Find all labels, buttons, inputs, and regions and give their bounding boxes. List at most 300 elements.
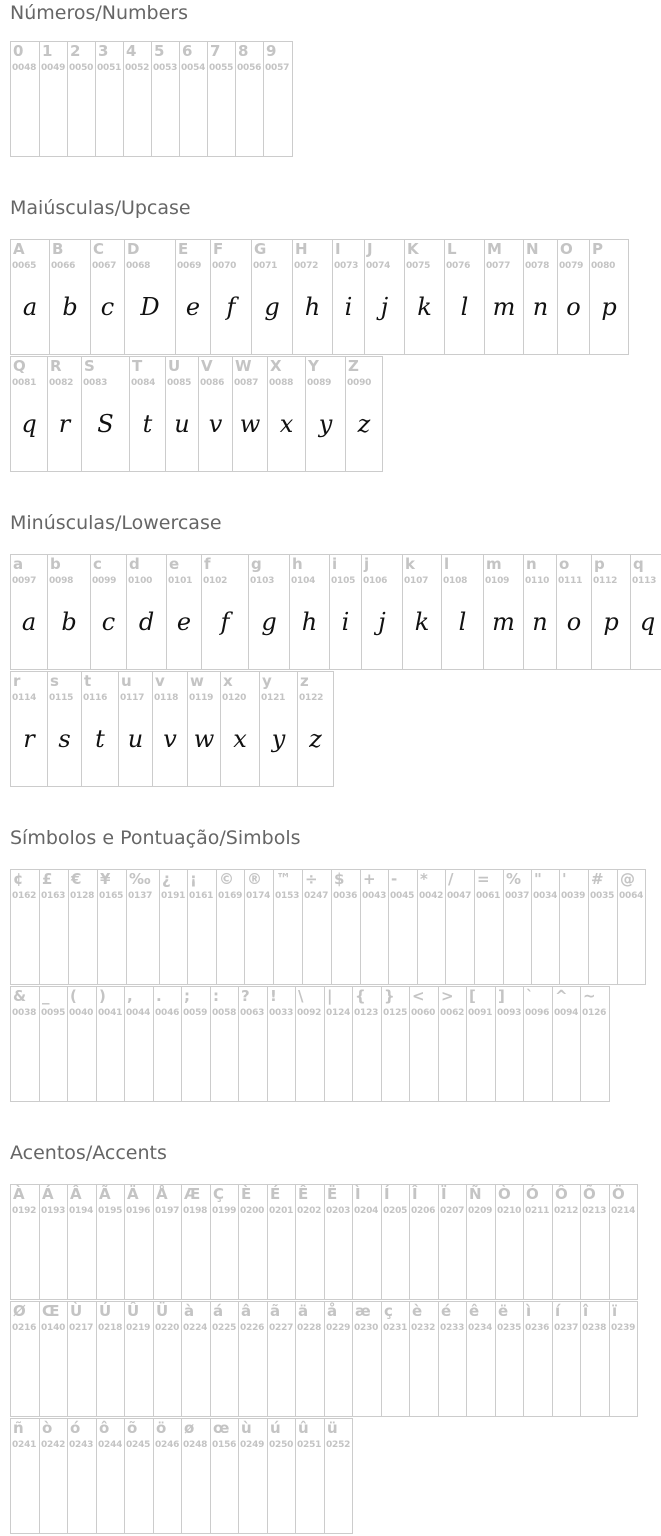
character-label: c [93,555,102,573]
glyph-cell [495,1184,524,1300]
glyph-cell [10,1184,40,1300]
glyph-cell [187,671,221,787]
glyph-cell [235,41,264,157]
glyph-cell [609,1301,638,1417]
character-label: ì [526,1302,532,1320]
glyph-cell [10,869,40,985]
font-glyph-sample: v [208,410,223,438]
glyph-cell [10,671,48,787]
character-code: 0036 [333,891,358,901]
character-label: = [477,870,490,888]
font-glyph-sample: o [566,608,582,636]
character-label: B [52,240,64,258]
font-glyph-sample: c [100,293,115,321]
glyph-cell [523,986,553,1102]
glyph-cell [552,986,581,1102]
character-label: ' [562,870,567,888]
glyph-cell [295,1184,325,1300]
character-code: 0097 [12,576,37,586]
character-label: ¥ [100,870,111,888]
character-code: 0090 [347,378,372,388]
character-label: £ [42,870,53,888]
glyph-cell [124,1184,154,1300]
glyph-row [10,986,645,1102]
character-code: 0247 [304,891,329,901]
character-label: Û [127,1302,140,1320]
font-glyph-sample: u [174,410,190,438]
glyph-cell [238,1184,268,1300]
font-glyph-sample: q [21,410,37,438]
glyph-cell [210,986,239,1102]
glyph-cell [210,1184,239,1300]
character-label: j [364,555,370,573]
glyph-cell [438,986,467,1102]
character-code: 0245 [126,1440,151,1450]
glyph-grid [10,869,645,1102]
character-code: 0122 [299,693,324,703]
character-label: + [363,870,376,888]
font-glyph-sample: w [239,410,261,438]
glyph-cell [559,869,589,985]
character-code: 0064 [619,891,644,901]
font-glyph-sample: b [61,608,77,636]
character-code: 0238 [582,1323,607,1333]
font-glyph-sample: l [458,608,467,636]
character-code: 0044 [126,1008,151,1018]
character-label: C [93,240,105,258]
glyph-cell [124,986,154,1102]
character-label: Ü [156,1302,169,1320]
character-label: Ù [70,1302,83,1320]
glyph-cell [580,986,610,1102]
character-label: H [295,240,308,258]
character-code: 0105 [331,576,356,586]
character-label: ] [498,987,505,1005]
glyph-cell [90,239,125,355]
glyph-cell [409,986,439,1102]
character-label: í [555,1302,561,1320]
glyph-cell [295,1418,325,1534]
glyph-cell [39,986,68,1102]
glyph-cell [445,869,475,985]
character-label: % [506,870,522,888]
glyph-cell [361,554,403,670]
font-glyph-sample: t [95,725,105,753]
character-label: { [355,987,366,1005]
character-label: Z [348,357,359,375]
character-code: 0117 [120,693,145,703]
character-code: 0194 [69,1206,94,1216]
section-title: Números/Numbers [10,2,188,24]
glyph-cell [10,1418,40,1534]
character-code: 0163 [41,891,66,901]
character-label: î [583,1302,589,1320]
glyph-cell [118,671,153,787]
character-code: 0070 [212,261,237,271]
character-code: 0045 [390,891,415,901]
character-label: N [526,240,539,258]
font-glyph-sample: k [417,293,432,321]
character-label: V [201,357,213,375]
character-label: Ì [355,1185,361,1203]
character-code: 0068 [126,261,151,271]
character-code: 0250 [269,1440,294,1450]
font-glyph-sample: i [341,608,350,636]
font-glyph-sample: a [21,608,37,636]
character-code: 0093 [497,1008,522,1018]
character-code: 0043 [362,891,387,901]
character-code: 0034 [533,891,558,901]
character-code: 0073 [334,261,359,271]
glyph-cell [201,554,249,670]
font-glyph-sample: w [193,725,215,753]
character-label: Í [384,1185,390,1203]
glyph-grid [10,554,661,787]
character-label: F [213,240,224,258]
glyph-cell [552,1184,581,1300]
character-code: 0088 [269,378,294,388]
character-code: 0037 [505,891,530,901]
character-code: 0119 [189,693,214,703]
character-label: ¢ [13,870,24,888]
character-label: ÷ [305,870,318,888]
character-label: h [292,555,303,573]
character-code: 0109 [485,576,510,586]
character-label: T [132,357,143,375]
font-glyph-sample: i [344,293,353,321]
glyph-cell [263,41,293,157]
font-glyph-sample: d [138,608,155,636]
glyph-cell [124,239,176,355]
character-code: 0094 [554,1008,579,1018]
glyph-grid [10,1184,637,1534]
section-numbers [10,0,292,157]
character-label: ä [298,1302,309,1320]
character-code: 0162 [12,891,37,901]
font-glyph-sample: a [22,293,38,321]
character-code: 0202 [297,1206,322,1216]
glyph-cell [589,239,629,355]
character-label: Õ [583,1185,596,1203]
character-code: 0054 [181,63,206,73]
glyph-cell [159,869,188,985]
character-code: 0120 [222,693,247,703]
character-code: 0234 [468,1323,493,1333]
font-glyph-sample: k [414,608,430,636]
character-code: 0252 [326,1440,351,1450]
character-label: X [270,357,282,375]
character-label: D [127,240,140,258]
character-code: 0198 [183,1206,208,1216]
glyph-cell [483,554,524,670]
character-code: 0140 [41,1323,66,1333]
character-label: : [213,987,219,1005]
glyph-cell [10,986,40,1102]
glyph-cell [10,41,40,157]
glyph-cell [297,671,334,787]
character-code: 0200 [240,1206,265,1216]
character-code: 0102 [203,576,228,586]
character-label: Â [70,1185,82,1203]
glyph-cell [404,239,445,355]
character-label: Ï [441,1185,447,1203]
character-code: 0153 [275,891,300,901]
character-label: , [127,987,133,1005]
glyph-cell [523,1301,553,1417]
character-code: 0076 [446,261,471,271]
character-label: É [270,1185,281,1203]
glyph-cell [305,356,346,472]
character-label: J [367,240,373,258]
character-code: 0046 [155,1008,180,1018]
glyph-cell [523,239,558,355]
character-code: 0112 [593,576,618,586]
character-code: 0233 [440,1323,465,1333]
character-code: 0231 [383,1323,408,1333]
glyph-cell [123,41,152,157]
character-code: 0210 [497,1206,522,1216]
glyph-cell [292,239,333,355]
character-code: 0042 [419,891,444,901]
character-label: P [592,240,603,258]
character-code: 0217 [69,1323,94,1333]
character-code: 0083 [83,378,108,388]
character-label: ê [469,1302,480,1320]
glyph-cell [10,356,48,472]
glyph-cell [495,1301,524,1417]
glyph-cell [503,869,532,985]
glyph-cell [210,1418,239,1534]
glyph-cell [126,869,160,985]
font-glyph-sample: j [378,608,386,636]
glyph-cell [409,1184,439,1300]
character-label: è [412,1302,423,1320]
character-label: ñ [13,1419,24,1437]
character-code: 0232 [411,1323,436,1333]
character-code: 0115 [49,693,74,703]
font-glyph-sample: u [127,725,144,753]
glyph-cell [187,869,217,985]
character-code: 0057 [265,63,290,73]
character-code: 0040 [69,1008,94,1018]
glyph-cell [345,356,383,472]
character-label: s [50,672,59,690]
character-code: 0124 [326,1008,351,1018]
character-label: i [332,555,338,573]
character-label: L [447,240,457,258]
glyph-cell [49,239,91,355]
glyph-cell [97,869,127,985]
glyph-cell [630,554,661,670]
font-glyph-sample: S [97,410,114,438]
character-label: ë [498,1302,509,1320]
character-label: 5 [154,42,165,60]
character-code: 0061 [476,891,501,901]
character-label: K [407,240,419,258]
character-code: 0074 [366,261,391,271]
character-code: 0235 [497,1323,522,1333]
character-label: ï [612,1302,618,1320]
character-label: 9 [266,42,277,60]
character-label: á [213,1302,224,1320]
character-code: 0103 [250,576,275,586]
glyph-cell [289,554,330,670]
character-label: y [262,672,272,690]
glyph-cell [556,554,592,670]
character-label: S [84,357,95,375]
character-code: 0207 [440,1206,465,1216]
character-code: 0224 [183,1323,208,1333]
character-code: 0123 [354,1008,379,1018]
character-label: © [219,870,234,888]
character-label: œ [213,1419,230,1437]
font-glyph-sample: v [163,725,177,753]
character-code: 0236 [525,1323,550,1333]
character-code: 0249 [240,1440,265,1450]
glyph-row [10,869,645,985]
glyph-cell [153,1418,182,1534]
glyph-cell [165,356,199,472]
glyph-cell [67,1301,97,1417]
glyph-row [10,41,292,157]
character-label: Ò [498,1185,511,1203]
character-code: 0106 [363,576,388,586]
glyph-cell [39,1184,68,1300]
character-code: 0192 [12,1206,37,1216]
character-code: 0214 [611,1206,636,1216]
character-label: w [190,672,204,690]
glyph-cell [179,41,208,157]
glyph-cell [96,1184,125,1300]
character-code: 0118 [154,693,179,703]
character-code: 0116 [83,693,108,703]
glyph-cell [295,986,325,1102]
character-code: 0100 [128,576,153,586]
character-label: W [235,357,252,375]
character-code: 0101 [168,576,193,586]
character-code: 0246 [155,1440,180,1450]
character-label: Ê [298,1185,309,1203]
character-label: p [594,555,605,573]
character-code: 0033 [269,1008,294,1018]
glyph-cell [244,869,274,985]
character-code: 0237 [554,1323,579,1333]
character-code: 0199 [212,1206,237,1216]
character-label: Y [308,357,319,375]
glyph-cell [47,356,82,472]
character-label: > [441,987,454,1005]
font-glyph-sample: f [220,608,230,636]
glyph-cell [552,1301,581,1417]
font-glyph-sample: n [532,293,549,321]
glyph-cell [324,1301,353,1417]
character-label: È [241,1185,252,1203]
glyph-cell [580,1184,610,1300]
glyph-cell [324,1418,353,1534]
character-label: Î [412,1185,418,1203]
font-glyph-sample: s [58,725,71,753]
character-code: 0242 [41,1440,66,1450]
glyph-cell [151,41,180,157]
character-label: ^ [555,987,568,1005]
character-code: 0169 [218,891,243,901]
glyph-cell [95,41,124,157]
font-glyph-sample: g [264,293,280,321]
character-code: 0244 [98,1440,123,1450]
character-code: 0114 [12,693,37,703]
glyph-cell [523,554,557,670]
character-label: " [534,870,542,888]
character-code: 0084 [131,378,156,388]
character-code: 0251 [297,1440,322,1450]
character-label: â [241,1302,252,1320]
character-code: 0038 [12,1008,37,1018]
section-title: Símbolos e Pontuação/Simbols [10,827,301,849]
font-glyph-sample: t [142,410,153,438]
character-label: ( [70,987,77,1005]
character-label: / [448,870,454,888]
glyph-cell [444,239,485,355]
character-label: q [633,555,644,573]
glyph-cell [267,986,296,1102]
character-code: 0089 [307,378,332,388]
character-label: Ñ [469,1185,482,1203]
character-label: Ú [99,1302,112,1320]
character-code: 0099 [92,576,117,586]
glyph-cell [10,239,50,355]
character-label: Ç [213,1185,225,1203]
character-code: 0128 [70,891,95,901]
glyph-cell [181,1301,211,1417]
glyph-cell [332,239,365,355]
glyph-cell [210,239,252,355]
character-label: x [223,672,233,690]
glyph-cell [267,1301,296,1417]
character-code: 0227 [269,1323,294,1333]
glyph-cell [417,869,446,985]
font-glyph-sample: e [176,608,192,636]
character-code: 0062 [440,1008,465,1018]
glyph-cell [39,1418,68,1534]
character-label: Å [156,1185,168,1203]
character-code: 0209 [468,1206,493,1216]
character-label: 8 [238,42,249,60]
character-label: ú [270,1419,281,1437]
character-code: 0082 [49,378,74,388]
glyph-cell [166,554,202,670]
character-code: 0052 [125,63,150,73]
character-code: 0193 [41,1206,66,1216]
character-code: 0059 [183,1008,208,1018]
character-code: 0060 [411,1008,436,1018]
font-glyph-sample: o [566,293,581,321]
glyph-cell [124,1418,154,1534]
section-title: Maiúsculas/Upcase [10,197,191,219]
glyph-cell [90,554,127,670]
character-code: 0197 [155,1206,180,1216]
character-code: 0041 [98,1008,123,1018]
character-label: f [204,555,211,573]
character-label: G [254,240,267,258]
glyph-cell [96,1301,125,1417]
character-label: ü [327,1419,338,1437]
character-label: à [184,1302,195,1320]
character-code: 0241 [12,1440,37,1450]
section-symbols [10,825,645,1102]
glyph-cell [96,986,125,1102]
character-label: * [420,870,428,888]
glyph-cell [466,1184,496,1300]
